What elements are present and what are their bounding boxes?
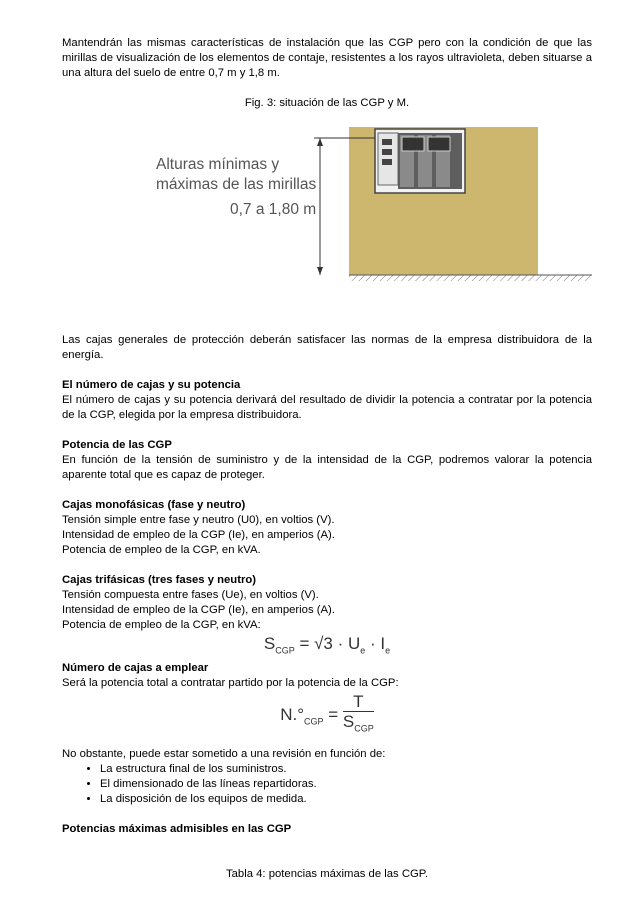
- text-line: Potencia de empleo de la CGP, en kVA:: [62, 619, 261, 631]
- list-item: • La estructura final de los suministros.: [100, 762, 592, 777]
- fraction: $\frac{T}{S_{CGP}}$: [342, 692, 374, 734]
- formula-ncgp: $N.^\circ_{CGP}$ = $\frac{T}{S_{CGP}}$: [62, 693, 592, 738]
- table-caption: Tabla 4: potencias máximas de las CGP.: [226, 867, 428, 880]
- text-line: Intensidad de empleo de la CGP (Ie), en amperios (A).: [62, 604, 335, 616]
- list-item: • La disposición de los equipos de medida.: [100, 792, 592, 807]
- text-line: Tensión compuesta entre fases (Ue), en voltios (V).: [62, 589, 319, 601]
- figure-label-line2: máximas de las mirillas: [156, 176, 317, 193]
- list-item: • El dimensionado de las líneas repartidoras.: [100, 777, 592, 792]
- paragraph-revision: No obstante, puede estar sometido a una revisión en función de:: [62, 747, 386, 760]
- figure-caption: Fig. 3: situación de las CGP y M.: [244, 97, 410, 109]
- section-heading-potencia-cgp: Potencia de las CGP: [62, 439, 172, 451]
- ground: [349, 275, 592, 281]
- paragraph-cgp-standards: Las cajas generales de protección deberán satisfacer las normas de la empresa distribuidora de la energía.: [62, 334, 592, 361]
- figure-cgp: [62, 125, 592, 333]
- figure-label-line1: Alturas mínimas y: [156, 156, 280, 173]
- bullet-list: [62, 762, 592, 807]
- formula-scgp: $S_{CGP} = √3 \cdot U_e \cdot I_e$: [263, 634, 391, 656]
- section-text-numero-cajas: El número de cajas y su potencia derivará del resultado de dividir la potencia a contratar por la potencia de la CGP, elegida por la empresa distribuidora.: [62, 394, 592, 421]
- text-line: Intensidad de empleo de la CGP (Ie), en amperios (A).: [62, 529, 335, 541]
- section-heading-numero-cajas-emplear: Número de cajas a emplear: [62, 662, 209, 675]
- text-line: Tensión simple entre fase y neutro (U0), en voltios (V).: [62, 514, 335, 526]
- section-heading-trifasicas: Cajas trifásicas (tres fases y neutro): [62, 574, 257, 586]
- section-text-numero-cajas-emplear: Será la potencia total a contratar partido por la potencia de la CGP:: [62, 677, 399, 690]
- section-heading-monofasicas: Cajas monofásicas (fase y neutro): [62, 499, 246, 511]
- text-line: Potencia de empleo de la CGP, en kVA.: [62, 544, 261, 556]
- document-page: [62, 36, 592, 882]
- meter-window: [402, 137, 424, 151]
- section-heading-numero-cajas: El número de cajas y su potencia: [62, 379, 241, 391]
- section-heading-potencias-maximas: Potencias máximas admisibles en las CGP: [62, 822, 292, 835]
- figure-illustration: [62, 125, 592, 333]
- section-text-potencia-cgp: En función de la tensión de suministro y de la intensidad de la CGP, podremos valorar la potencia aparente total que es capaz de proteger.: [62, 454, 592, 481]
- meter-window: [428, 137, 450, 151]
- paragraph-intro: Mantendrán las mismas características de instalación que las CGP pero con la condición de que las mirillas de visualización de los elementos de contaje, resistentes a los rayos ultravioleta, deben situarse a una altura del suelo de entre 0,7 m y 1,8 m.: [62, 37, 592, 79]
- figure-label-line3: 0,7 a 1,80 m: [230, 201, 317, 218]
